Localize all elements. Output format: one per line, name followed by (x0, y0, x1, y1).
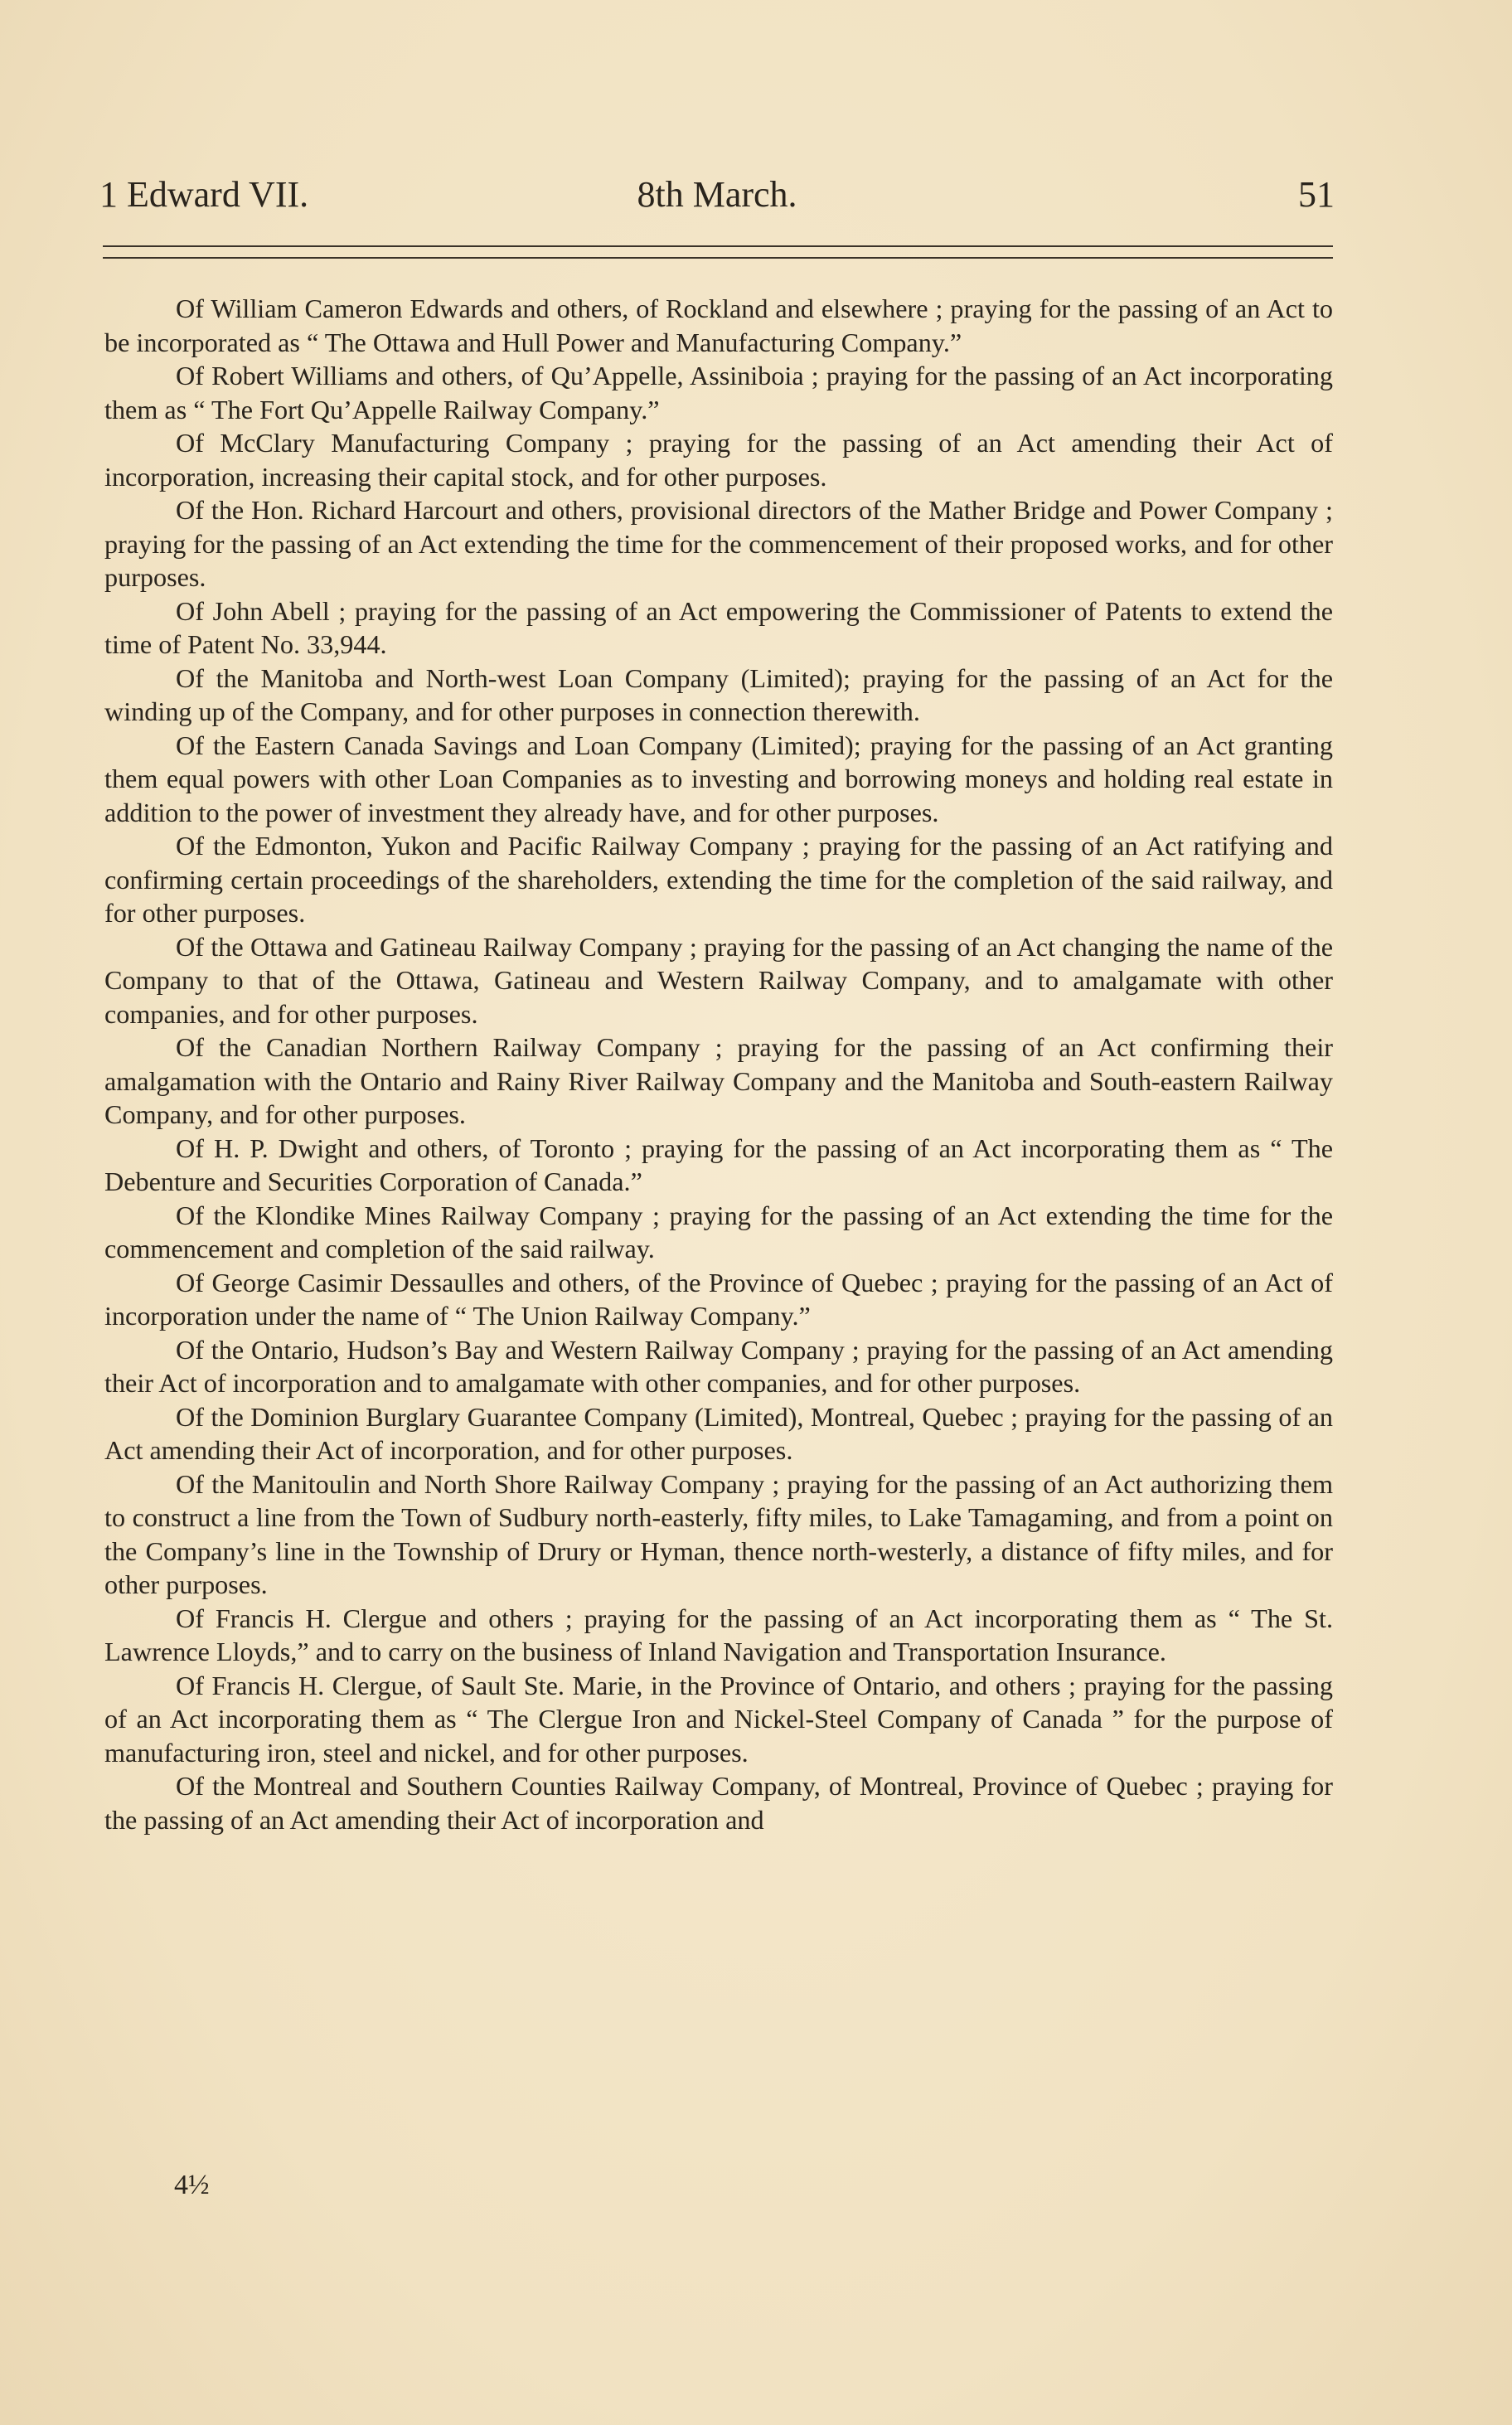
header-date: 8th March. (637, 174, 797, 215)
paragraph: Of William Cameron Edwards and others, of Rockland and elsewhere ; praying for the passing of an Act to be incorporated as “ The Ottawa and Hull Power and Manufacturing Company.” (104, 293, 1333, 357)
paragraph: Of the Klondike Mines Railway Company ; praying for the passing of an Act extending the time for the commencement and completion of the said railway. (104, 1200, 1333, 1263)
petitions-text (104, 292, 1333, 1836)
paragraph: Of the Manitoulin and North Shore Railway Company ; praying for the passing of an Act authorizing them to construct a line from the Town of Sudbury north-easterly, fifty miles, to Lake Tamagaming, and from a point on the Company’s line in the Township of Drury or Hyman, thence north-westerly, a distance of fifty miles, and for other purposes. (104, 1468, 1333, 1599)
paragraph: Of the Montreal and Southern Counties Railway Company, of Montreal, Province of Quebec ; praying for the passing of an Act amending their Act of incorporation and (104, 1771, 1333, 1835)
page-header (99, 166, 1335, 224)
header-rule-bottom (103, 257, 1333, 259)
signature-mark: 4½ (174, 2170, 210, 2200)
paragraph: Of Francis H. Clergue, of Sault Ste. Marie, in the Province of Ontario, and others ; praying for the passing of an Act incorporating them as “ The Clergue Iron and Nickel-Steel Company of Canada ” for the purpose of manufacturing iron, steel and nickel, and for other purposes. (104, 1670, 1333, 1768)
paragraph: Of John Abell ; praying for the passing of an Act empowering the Commissioner of Patents to extend the time of Patent No. 33,944. (104, 595, 1333, 659)
paragraph: Of George Casimir Dessaulles and others, of the Province of Quebec ; praying for the passing of an Act of incorporation under the name of “ The Union Railway Company.” (104, 1267, 1333, 1331)
paragraph: Of McClary Manufacturing Company ; praying for the passing of an Act amending their Act of incorporation, increasing their capital stock, and for other purposes. (104, 428, 1333, 492)
paragraph: Of H. P. Dwight and others, of Toronto ; praying for the passing of an Act incorporating them as “ The Debenture and Securities Corporation of Canada.” (104, 1132, 1333, 1196)
paragraph: Of the Canadian Northern Railway Company ; praying for the passing of an Act confirming their amalgamation with the Ontario and Rainy River Railway Company and the Manitoba and South-eastern Railway Company, and for other purposes. (104, 1032, 1333, 1129)
paragraph: Of the Hon. Richard Harcourt and others, provisional directors of the Mather Bridge and Power Company ; praying for the passing of an Act extending the time for the commencement of their proposed works, and for other purposes. (104, 495, 1333, 592)
paragraph: Of the Dominion Burglary Guarantee Company (Limited), Montreal, Quebec ; praying for the passing of an Act amending their Act of incorporation, and for other purposes. (104, 1401, 1333, 1465)
page-number: 51 (1298, 174, 1335, 215)
paragraph: Of the Eastern Canada Savings and Loan Company (Limited); praying for the passing of an Act granting them equal powers with other Loan Companies as to investing and borrowing moneys and holding real estate in addition to the power of investment they already have, and for other purposes. (104, 730, 1333, 827)
paragraph: Of Francis H. Clergue and others ; praying for the passing of an Act incorporating them as “ The St. Lawrence Lloyds,” and to carry on the business of Inland Navigation and Transportation Insurance. (104, 1603, 1333, 1666)
paragraph: Of the Edmonton, Yukon and Pacific Railway Company ; praying for the passing of an Act ratifying and confirming certain proceedings of the shareholders, extending the time for the completion of the said railway, and for other purposes. (104, 831, 1333, 928)
header-rule-top (103, 245, 1333, 247)
paragraph: Of the Ontario, Hudson’s Bay and Western Railway Company ; praying for the passing of an Act amending their Act of incorporation and to amalgamate with other companies, and for other purposes. (104, 1334, 1333, 1398)
paragraph: Of the Manitoba and North-west Loan Company (Limited); praying for the passing of an Act for the winding up of the Company, and for other purposes in connection therewith. (104, 662, 1333, 726)
header-regnal-year: 1 Edward VII. (99, 174, 309, 215)
paragraph: Of the Ottawa and Gatineau Railway Company ; praying for the passing of an Act changing the name of the Company to that of the Ottawa, Gatineau and Western Railway Company, and to amalgamate with other companies, and for other purposes. (104, 931, 1333, 1029)
paragraph: Of Robert Williams and others, of Qu’Appelle, Assiniboia ; praying for the passing of an Act incorporating them as “ The Fort Qu’Appelle Railway Company.” (104, 361, 1333, 424)
